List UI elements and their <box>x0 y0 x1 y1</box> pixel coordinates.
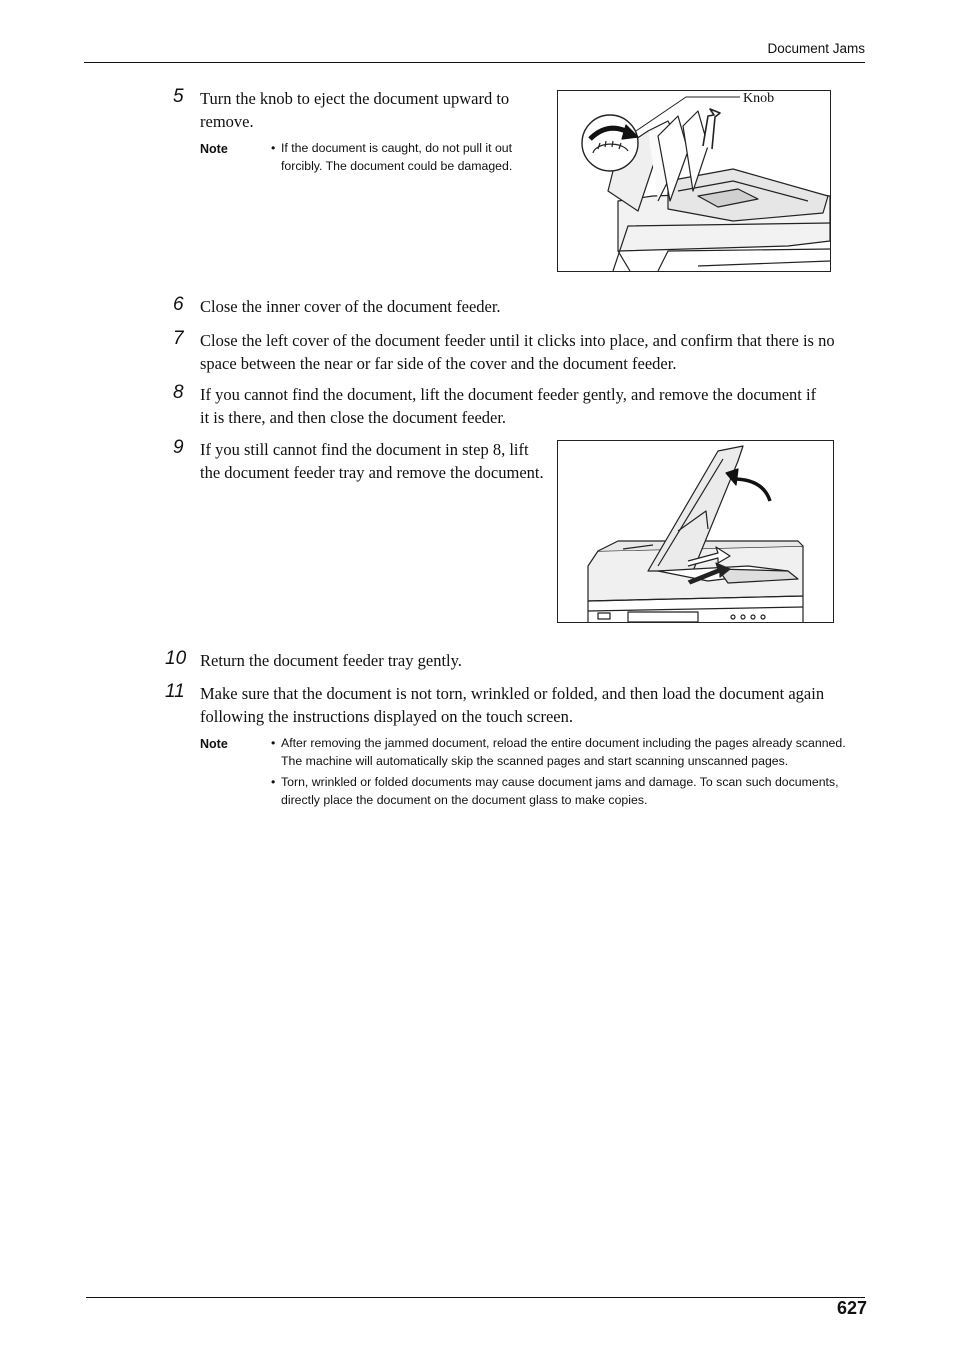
bullet: • <box>271 736 276 750</box>
step-5-text: Turn the knob to eject the document upward to remove. <box>200 89 510 131</box>
step-9-text: If you still cannot find the document in step 8, lift the document feeder tray and remove the document. <box>200 440 544 482</box>
step-10-text: Return the document feeder tray gently. <box>200 651 462 670</box>
step-5-note <box>271 140 533 175</box>
step-8-text: If you cannot find the document, lift the document feeder gently, and remove the document if it is there, and then close the document feeder. <box>200 385 817 427</box>
step-number-9: 9 <box>173 437 184 458</box>
note-label: Note <box>200 142 228 156</box>
step-number-10: 10 <box>165 648 187 669</box>
note-item <box>271 735 865 770</box>
feeder-tray-illustration <box>557 440 834 623</box>
step-11-text: Make sure that the document is not torn, wrinkled or folded, and then load the document again following the instructions displayed on the touch screen. <box>200 684 825 726</box>
knob-illustration <box>557 90 831 272</box>
knob-callout-label: Knob <box>743 91 775 106</box>
step-number-5: 5 <box>173 86 184 107</box>
bullet: • <box>271 775 276 789</box>
footer-rule <box>86 1297 865 1298</box>
note-text: Torn, wrinkled or folded documents may cause document jams and damage. To scan such documents, directly place the document on the document glass to make copies. <box>281 775 839 807</box>
step-11-notes <box>271 735 865 809</box>
note-item <box>271 140 533 175</box>
feeder-tray-drawing <box>558 441 833 622</box>
bullet: • <box>271 141 276 155</box>
step-number-6: 6 <box>173 294 184 315</box>
step-number-8: 8 <box>173 382 184 403</box>
step-6-text: Close the inner cover of the document feeder. <box>200 297 501 316</box>
step-7-text: Close the left cover of the document feeder until it clicks into place, and confirm that there is no space between the near or far side of the cover and the document feeder. <box>200 331 835 373</box>
step-number-7: 7 <box>173 328 184 349</box>
note-item <box>271 774 865 809</box>
header-rule <box>84 62 865 63</box>
running-header: Document Jams <box>767 41 865 56</box>
note-text: After removing the jammed document, reload the entire document including the pages already scanned. The machine will automatically skip the scanned pages and start scanning unscanned pages. <box>281 736 846 768</box>
note-label: Note <box>200 737 228 751</box>
note-text: If the document is caught, do not pull it out forcibly. The document could be damaged. <box>281 141 513 173</box>
step-number-11: 11 <box>165 681 185 702</box>
knob-drawing <box>558 91 830 271</box>
page-number: 627 <box>836 1298 867 1318</box>
